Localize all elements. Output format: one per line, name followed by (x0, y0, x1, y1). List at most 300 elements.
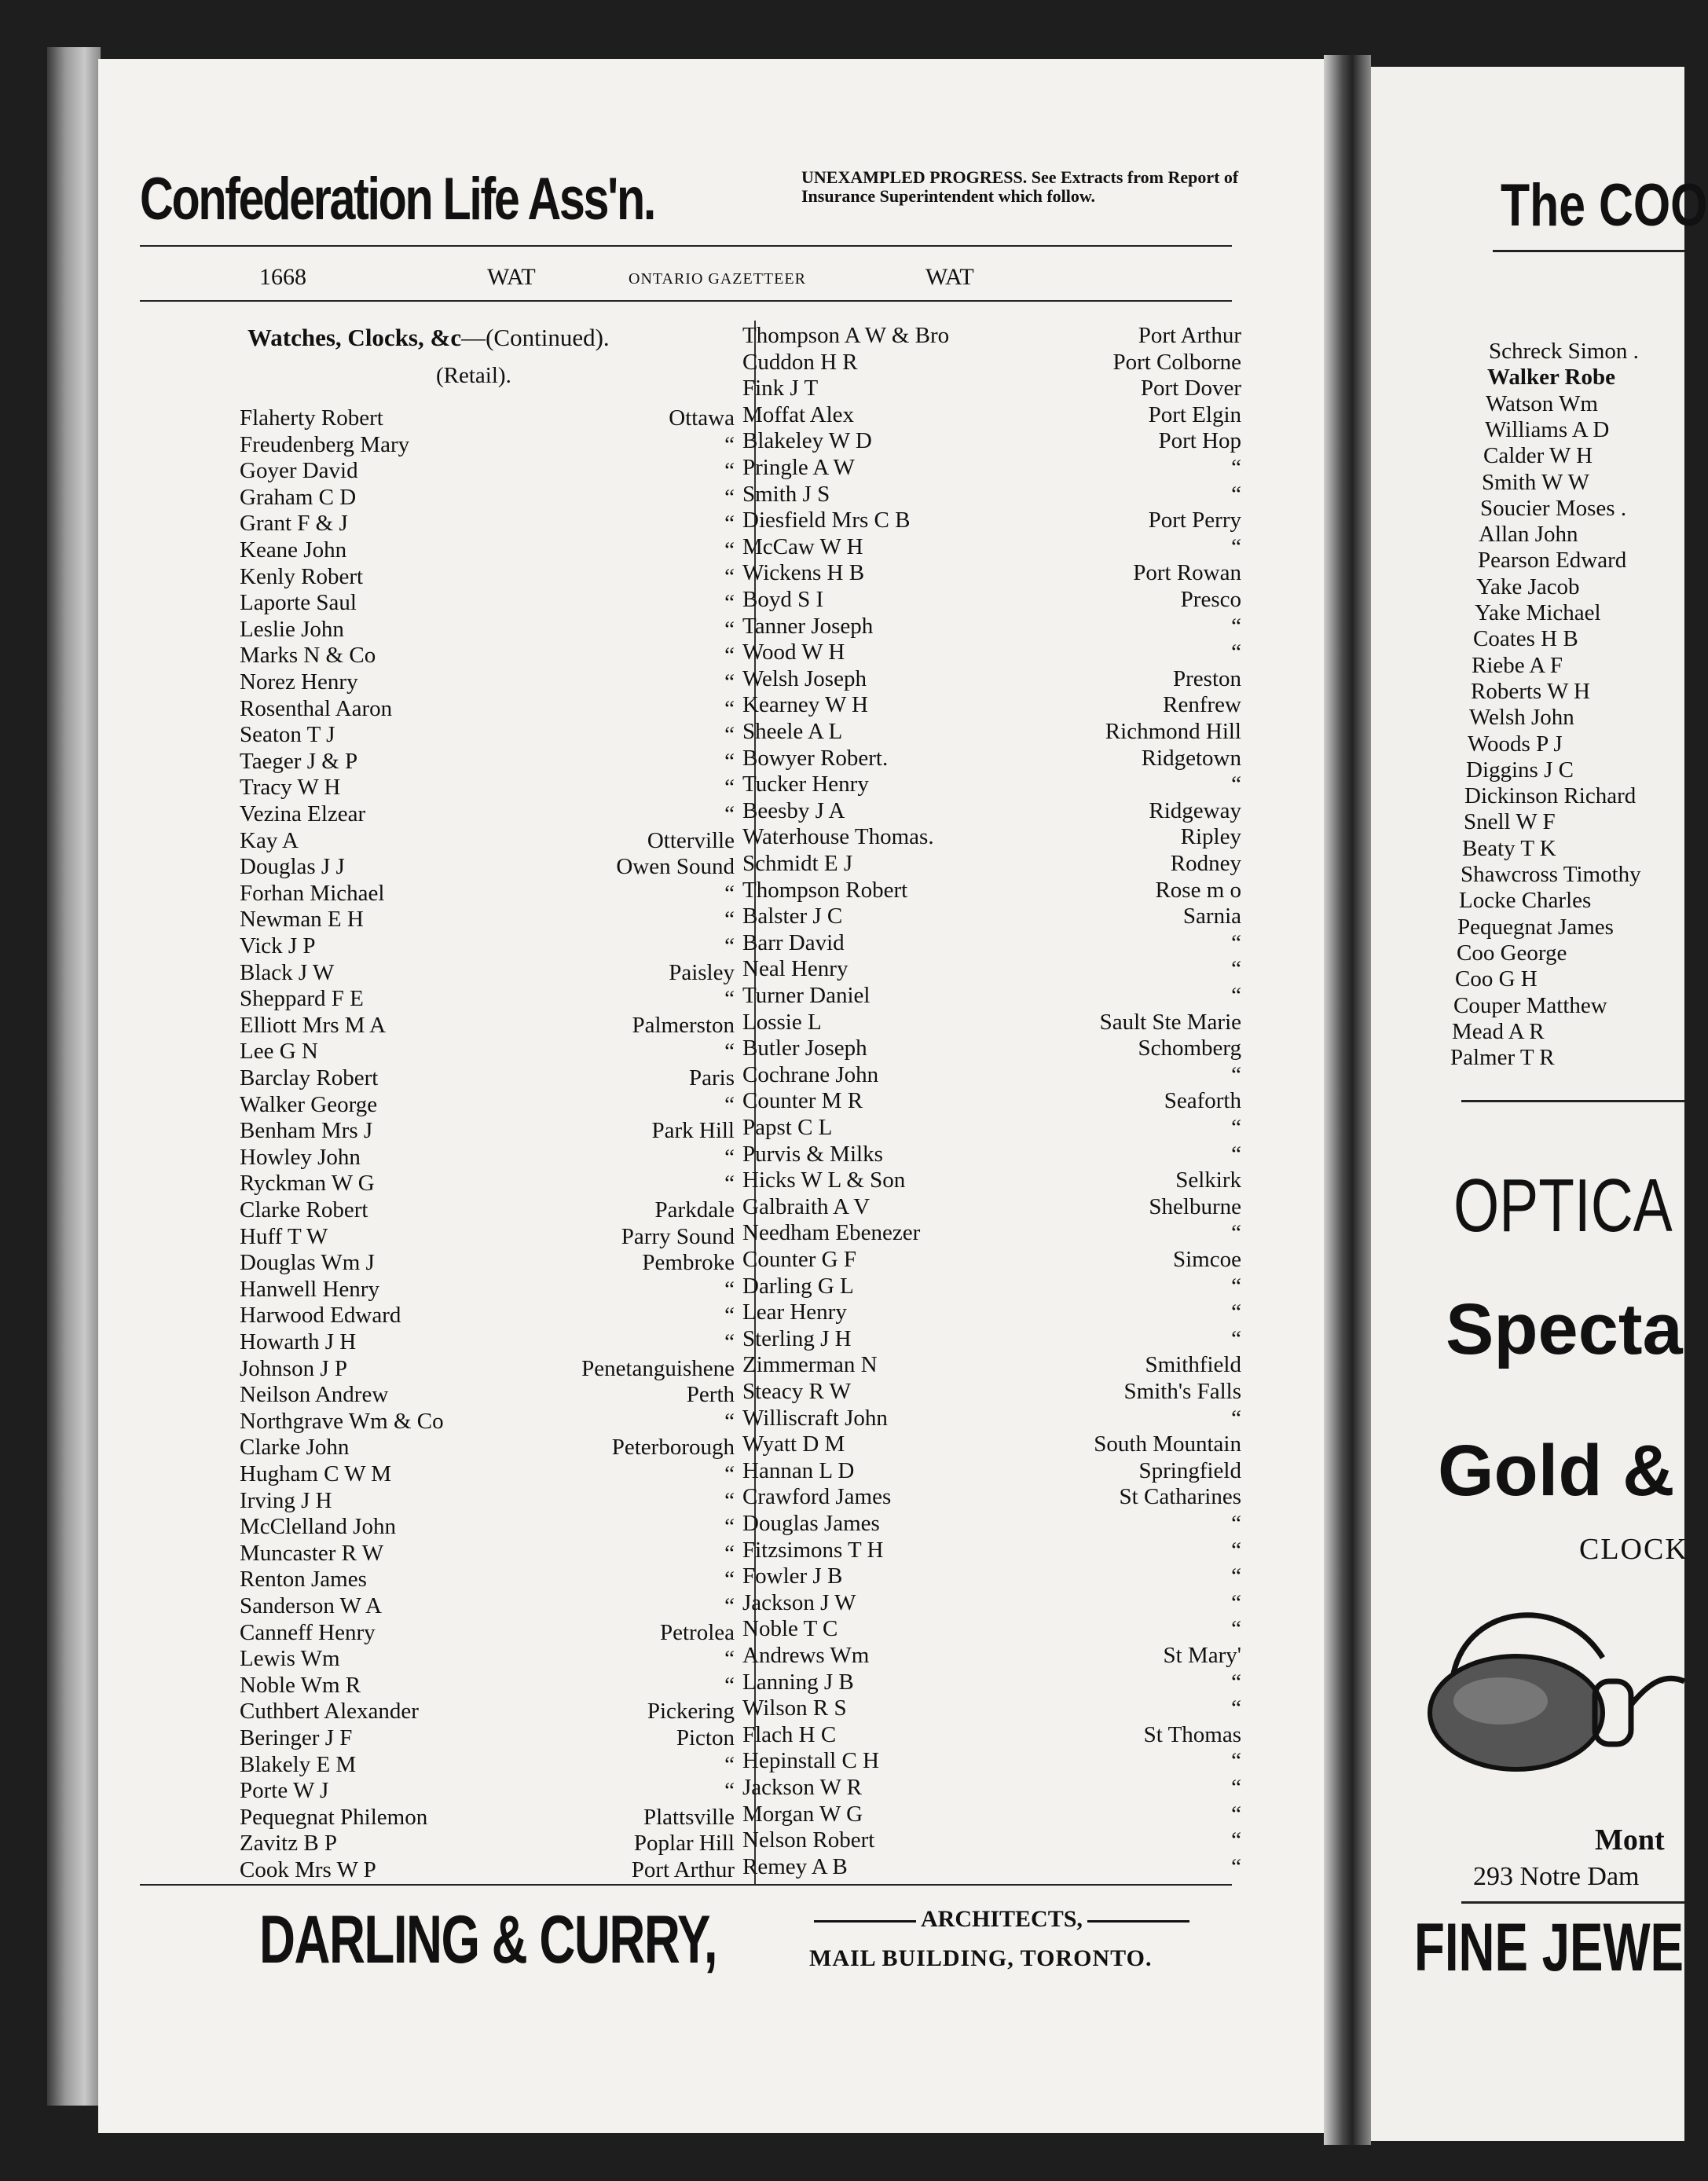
right-page-entry: Schreck Simon . (1489, 339, 1639, 364)
directory-entry (742, 955, 1241, 982)
directory-entry (240, 457, 735, 484)
directory-entry (742, 877, 1241, 904)
right-page-entry: Pearson Edward (1478, 548, 1627, 574)
entry-place: “ (724, 695, 735, 721)
entry-place: Port Elgin (1148, 401, 1241, 427)
right-page-entry: Couper Matthew (1453, 992, 1607, 1018)
directory-entry (240, 1117, 735, 1144)
entry-name: Cochrane John (742, 1061, 879, 1087)
entry-place: “ (1231, 1827, 1241, 1853)
right-ad-city: Mont (1595, 1824, 1665, 1857)
entry-place: “ (1231, 533, 1241, 559)
entry-name: Sterling J H (742, 1325, 852, 1351)
right-page-entry: Palmer T R (1450, 1045, 1555, 1071)
entry-place: “ (1231, 1853, 1241, 1879)
directory-entry (742, 559, 1241, 586)
entry-name: Douglas Wm J (240, 1250, 375, 1276)
entry-name: Wyatt D M (742, 1431, 845, 1457)
entry-place: “ (724, 1171, 735, 1197)
entry-place: Smith's Falls (1123, 1379, 1241, 1404)
directory-entry (742, 1747, 1241, 1774)
entry-place: “ (724, 1646, 735, 1672)
entry-name: Muncaster R W (240, 1540, 384, 1566)
entry-name: Porte W J (240, 1778, 329, 1804)
directory-entry (240, 1012, 735, 1039)
directory-entry (742, 1801, 1241, 1827)
right-page-entry: Pequegnat James (1457, 914, 1614, 940)
entry-name: Barr David (742, 929, 845, 955)
entry-place: “ (1231, 1115, 1241, 1140)
entry-place: “ (724, 1540, 735, 1566)
entry-name: Lewis Wm (240, 1646, 340, 1672)
directory-entry (742, 1563, 1241, 1589)
entry-place: “ (724, 1276, 735, 1302)
banner-note: UNEXAMPLED PROGRESS. See Extracts from Report of Insurance Superintendent which follow. (801, 167, 1239, 206)
entry-place: “ (724, 563, 735, 589)
right-page-entry: Roberts W H (1471, 678, 1590, 704)
directory-entry (742, 1009, 1241, 1036)
footer-ad-profession: ARCHITECTS, (921, 1906, 1083, 1932)
entry-place: “ (724, 1567, 735, 1593)
entry-name: Laporte Saul (240, 590, 357, 616)
entry-place: “ (724, 1514, 735, 1540)
directory-entry (240, 537, 735, 563)
directory-entry (742, 1721, 1241, 1748)
entry-place: Renfrew (1163, 692, 1241, 718)
directory-entry (240, 880, 735, 907)
entry-name: Nelson Robert (742, 1827, 875, 1853)
directory-entry (742, 613, 1241, 640)
entry-place: “ (724, 1487, 735, 1513)
entry-name: Hicks W L & Son (742, 1167, 906, 1193)
directory-entry (742, 401, 1241, 428)
directory-entry (742, 533, 1241, 560)
entry-place: “ (1231, 1563, 1241, 1589)
entry-name: Zimmerman N (742, 1352, 878, 1378)
directory-entry (742, 427, 1241, 454)
entry-place: “ (1231, 1220, 1241, 1246)
running-key-right: WAT (925, 264, 974, 290)
spectacles-icon (1422, 1587, 1684, 1791)
book-binding-edge (47, 47, 101, 2106)
right-mid-rule (1461, 1100, 1684, 1102)
entry-name: Cook Mrs W P (240, 1857, 376, 1882)
directory-entry (240, 1434, 735, 1461)
entry-name: Douglas J J (240, 854, 345, 880)
entry-place: “ (1231, 929, 1241, 955)
entry-name: Balster J C (742, 904, 843, 929)
entry-place: “ (724, 590, 735, 616)
entry-name: Counter G F (742, 1247, 856, 1272)
directory-entry (742, 982, 1241, 1009)
entry-name: Noble Wm R (240, 1672, 361, 1698)
entry-name: Howley John (240, 1144, 361, 1170)
entry-name: Tanner Joseph (742, 613, 874, 639)
entry-name: Benham Mrs J (240, 1118, 373, 1144)
entry-name: Neal Henry (742, 956, 849, 982)
directory-entry (240, 1566, 735, 1593)
entry-place: St Mary' (1163, 1643, 1241, 1668)
directory-entry (240, 1857, 735, 1883)
directory-entry (240, 616, 735, 643)
entry-name: Andrews Wm (742, 1643, 870, 1668)
entry-place: “ (724, 1091, 735, 1117)
directory-entry (240, 1249, 735, 1276)
entry-name: Black J W (240, 959, 335, 985)
entry-place: “ (1231, 613, 1241, 639)
directory-entry (240, 748, 735, 775)
directory-entry (240, 1381, 735, 1408)
entry-place: “ (724, 1303, 735, 1329)
directory-entry (742, 1642, 1241, 1669)
directory-entry (742, 1061, 1241, 1088)
entry-place: “ (724, 1039, 735, 1065)
directory-entry (240, 1408, 735, 1435)
entry-name: Boyd S I (742, 587, 824, 612)
entry-name: Huff T W (240, 1223, 328, 1249)
entry-name: Galbraith A V (742, 1193, 870, 1219)
directory-entry (240, 1751, 735, 1778)
directory-entry (742, 1351, 1241, 1378)
directory-entry (742, 1537, 1241, 1563)
book-gutter (1324, 55, 1371, 2145)
right-header-rule (1493, 250, 1684, 252)
directory-entry (240, 1698, 735, 1725)
entry-name: Norez Henry (240, 669, 358, 695)
directory-entry (742, 1246, 1241, 1273)
entry-place: “ (724, 458, 735, 484)
entry-place: “ (1231, 1325, 1241, 1351)
entry-name: Pequegnat Philemon (240, 1804, 428, 1830)
entry-name: Purvis & Milks (742, 1141, 883, 1167)
directory-entry (240, 1276, 735, 1303)
directory-entry (742, 1299, 1241, 1325)
directory-entry (742, 322, 1241, 349)
directory-entry (240, 827, 735, 854)
section-heading-continued: —(Continued). (461, 324, 610, 351)
entry-name: Lossie L (742, 1009, 822, 1035)
entry-name: Sheppard F E (240, 986, 364, 1012)
entry-place: Pickering (647, 1699, 735, 1725)
right-page-entry: Smith W W (1482, 469, 1589, 495)
right-page-entry: Williams A D (1485, 416, 1610, 442)
entry-place: “ (1231, 1405, 1241, 1431)
entry-place: Paris (689, 1065, 735, 1090)
right-page-title: The COO (1501, 172, 1708, 239)
directory-entry (742, 771, 1241, 797)
entry-name: Remey A B (742, 1853, 848, 1879)
directory-entry (240, 1065, 735, 1091)
directory-entry (742, 1325, 1241, 1352)
entry-place: “ (724, 643, 735, 669)
entry-name: Welsh Joseph (742, 665, 867, 691)
entry-name: Flach H C (742, 1721, 837, 1747)
entry-name: Thompson A W & Bro (742, 323, 950, 348)
entry-name: Lear Henry (742, 1299, 847, 1325)
directory-entry (742, 745, 1241, 772)
entry-name: Hugham C W M (240, 1461, 392, 1486)
entry-place: “ (724, 775, 735, 801)
entry-name: Beringer J F (240, 1725, 353, 1750)
directory-entry (240, 405, 735, 431)
entry-place: “ (1231, 1061, 1241, 1087)
entry-name: Lee G N (240, 1039, 318, 1065)
header-rule (140, 245, 1232, 247)
entry-name: Fitzsimons T H (742, 1537, 884, 1563)
directory-entry (742, 481, 1241, 508)
entry-name: Smith J S (742, 481, 830, 507)
entry-place: “ (724, 484, 735, 510)
entry-place: Presco (1180, 587, 1241, 612)
entry-place: Parry Sound (621, 1223, 735, 1249)
entry-name: Johnson J P (240, 1355, 347, 1381)
directory-entry (240, 1777, 735, 1804)
directory-entry (240, 1461, 735, 1487)
directory-entry (240, 563, 735, 590)
entry-place: “ (724, 1751, 735, 1777)
entry-place: Shelburne (1149, 1193, 1241, 1219)
entry-place: Plattsville (643, 1804, 735, 1830)
directory-entry (742, 665, 1241, 692)
directory-entry (240, 1645, 735, 1672)
directory-entry (742, 507, 1241, 533)
entry-place: Parkdale (654, 1197, 735, 1222)
entry-place: “ (1231, 1748, 1241, 1774)
entry-name: Fowler J B (742, 1563, 843, 1589)
entry-name: Thompson Robert (742, 877, 908, 903)
entry-place: “ (724, 933, 735, 959)
directory-entry (240, 1830, 735, 1857)
entry-name: Graham C D (240, 484, 357, 510)
entry-name: Cuthbert Alexander (240, 1699, 419, 1725)
entry-place: Sault Ste Marie (1099, 1009, 1241, 1035)
entry-name: Wickens H B (742, 560, 865, 586)
entry-name: Lanning J B (742, 1669, 854, 1695)
entry-name: Harwood Edward (240, 1303, 401, 1329)
entry-place: “ (724, 1461, 735, 1486)
entry-name: Fink J T (742, 376, 819, 401)
directory-entry (240, 642, 735, 669)
entry-name: Seaton T J (240, 722, 335, 748)
entry-place: “ (1231, 1537, 1241, 1563)
entry-name: Tucker Henry (742, 772, 869, 797)
entry-place: South Mountain (1094, 1431, 1241, 1457)
entry-name: Renton James (240, 1567, 367, 1593)
right-ad-jewellery: FINE JEWE (1414, 1910, 1684, 1985)
entry-place: Palmerston (632, 1012, 735, 1038)
right-page-entry: Coo George (1457, 940, 1567, 966)
directory-entry (240, 1329, 735, 1355)
entry-place: Selkirk (1175, 1167, 1241, 1193)
right-page-entry: Allan John (1479, 522, 1578, 548)
entry-name: Beesby J A (742, 797, 845, 823)
entry-place: “ (1231, 1616, 1241, 1642)
entry-place: “ (1231, 1775, 1241, 1800)
entry-place: Simcoe (1173, 1247, 1241, 1272)
entry-place: “ (724, 1144, 735, 1170)
right-page-entry: Walker Robe (1487, 365, 1615, 390)
entry-place: Port Rowan (1133, 560, 1241, 586)
right-ad-address: 293 Notre Dam (1473, 1862, 1640, 1891)
entry-place: “ (1231, 1141, 1241, 1167)
entry-place: “ (1231, 956, 1241, 982)
directory-entry (742, 1774, 1241, 1801)
entry-place: “ (1231, 1511, 1241, 1536)
entry-place: Poplar Hill (633, 1831, 735, 1857)
entry-name: Marks N & Co (240, 643, 376, 669)
directory-entry (742, 1827, 1241, 1853)
entry-name: Clarke John (240, 1435, 350, 1461)
entry-name: McClelland John (240, 1514, 396, 1540)
page-number: 1668 (259, 264, 306, 290)
entry-name: Irving J H (240, 1487, 332, 1513)
right-page-entry: Dickinson Richard (1464, 783, 1637, 809)
directory-entry (240, 669, 735, 695)
entry-name: Zavitz B P (240, 1831, 338, 1857)
directory-entry (240, 1804, 735, 1831)
entry-place: “ (724, 986, 735, 1012)
right-page-entry: Soucier Moses . (1480, 495, 1627, 521)
right-page-entry: Woods P J (1468, 731, 1563, 757)
entry-place: “ (1231, 1669, 1241, 1695)
directory-entry (240, 1197, 735, 1223)
entry-name: Kenly Robert (240, 563, 364, 589)
entry-name: Barclay Robert (240, 1065, 379, 1090)
entry-place: “ (724, 1329, 735, 1354)
directory-entry (240, 510, 735, 537)
entry-place: Port Dover (1140, 376, 1241, 401)
entry-place: Paisley (669, 959, 735, 985)
entry-name: Noble T C (742, 1616, 838, 1642)
header-advertisement (140, 165, 1239, 251)
entry-place: Park Hill (651, 1118, 735, 1144)
entry-place: “ (1231, 481, 1241, 507)
entry-place: St Thomas (1143, 1721, 1241, 1747)
directory-entry (240, 1619, 735, 1646)
entry-place: “ (1231, 1589, 1241, 1615)
entry-place: “ (1231, 983, 1241, 1008)
directory-entry (240, 774, 735, 801)
right-page-entry: Yake Jacob (1476, 574, 1580, 599)
directory-entry (240, 1355, 735, 1382)
right-page-entry: Snell W F (1464, 809, 1556, 835)
right-page-entry: Shawcross Timothy (1461, 862, 1641, 887)
entry-place: Port Colborne (1112, 349, 1241, 375)
right-page-entry: Welsh John (1469, 705, 1574, 731)
entry-name: Diesfield Mrs C B (742, 508, 911, 533)
directory-entry (742, 1035, 1241, 1061)
directory-entry (240, 1144, 735, 1171)
entry-place: Port Arthur (631, 1857, 735, 1882)
footer-rule (140, 1884, 1232, 1886)
directory-entry (240, 959, 735, 986)
right-page-entry: Yake Michael (1475, 600, 1601, 625)
entry-name: Elliott Mrs M A (240, 1012, 387, 1038)
directory-entry (240, 1593, 735, 1619)
directory-entry (240, 1091, 735, 1118)
entry-place: Rodney (1170, 851, 1241, 876)
entry-place: “ (1231, 1273, 1241, 1299)
entry-place: Seaforth (1164, 1088, 1241, 1114)
entry-name: Wood W H (742, 640, 845, 665)
entry-name: Kearney W H (742, 692, 868, 718)
entry-name: Freudenberg Mary (240, 431, 410, 457)
entry-name: Sheele A L (742, 719, 843, 744)
directory-entry (742, 1615, 1241, 1642)
entry-name: Clarke Robert (240, 1197, 368, 1222)
entry-name: Grant F & J (240, 511, 348, 537)
entry-place: “ (724, 431, 735, 457)
section-subheading: (Retail). (436, 363, 511, 388)
entry-name: Douglas James (742, 1511, 880, 1536)
entry-place: Port Arthur (1138, 323, 1241, 348)
directory-entry (742, 1483, 1241, 1510)
entry-name: Sanderson W A (240, 1593, 382, 1618)
entry-place: Ridgetown (1141, 745, 1241, 771)
entry-name: Waterhouse Thomas. (742, 824, 934, 850)
right-page-entry: Diggins J C (1466, 757, 1574, 783)
entry-name: McCaw W H (742, 533, 863, 559)
entry-name: Turner Daniel (742, 983, 870, 1008)
directory-entry (240, 1302, 735, 1329)
entry-name: Leslie John (240, 616, 344, 642)
entry-name: Papst C L (742, 1115, 833, 1140)
right-page-entry: Riebe A F (1472, 652, 1563, 678)
directory-entry (742, 1167, 1241, 1193)
entry-place: Penetanguishene (581, 1355, 735, 1381)
entry-name: Blakeley W D (742, 428, 872, 454)
right-ad-gold: Gold & (1438, 1431, 1675, 1511)
directory-entry (240, 1513, 735, 1540)
entry-name: Keane John (240, 537, 347, 563)
right-page-entry: Beaty T K (1462, 835, 1556, 861)
entry-place: St Catharines (1119, 1484, 1241, 1510)
right-page-entry: Watson Wm (1486, 390, 1598, 416)
right-page-entry: Mead A R (1452, 1018, 1545, 1044)
entry-name: Counter M R (742, 1088, 863, 1114)
right-ad-optical: OPTICA (1453, 1164, 1673, 1248)
entry-name: Darling G L (742, 1273, 854, 1299)
right-ad-clocks: CLOCK (1579, 1533, 1688, 1566)
directory-entry (240, 721, 735, 748)
entry-name: Howarth J H (240, 1329, 357, 1354)
entry-name: Rosenthal Aaron (240, 695, 393, 721)
entry-name: Cuddon H R (742, 349, 858, 375)
entry-place: Ottawa (669, 405, 735, 431)
entry-name: Tracy W H (240, 775, 341, 801)
directory-entry (742, 1431, 1241, 1457)
running-head-rule (140, 300, 1232, 302)
directory-entry (742, 1273, 1241, 1299)
entry-name: Crawford James (742, 1484, 892, 1510)
entry-place: Sarnia (1182, 904, 1241, 929)
directory-entry (742, 349, 1241, 376)
entry-place: “ (724, 801, 735, 827)
entry-name: Walker George (240, 1091, 378, 1117)
entry-place: “ (724, 1408, 735, 1434)
entry-place: Otterville (647, 827, 735, 853)
entry-name: Bowyer Robert. (742, 745, 889, 771)
running-key-left: WAT (487, 264, 536, 290)
entry-name: Morgan W G (742, 1801, 863, 1827)
directory-entry (240, 906, 735, 933)
entry-name: Flaherty Robert (240, 405, 383, 431)
entry-place: Peterborough (611, 1435, 735, 1461)
entry-place: “ (724, 1672, 735, 1698)
banner-title: Confederation Life Ass'n. (140, 166, 654, 233)
entry-place: “ (724, 880, 735, 906)
right-footer-rule (1461, 1901, 1684, 1904)
